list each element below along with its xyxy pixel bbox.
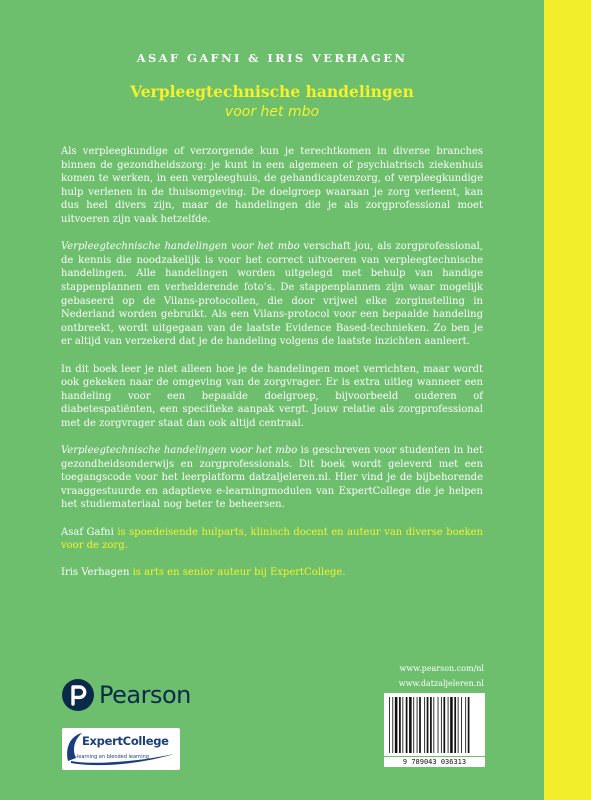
expertcollege-wordmark: ExpertCollege [82, 734, 169, 748]
book-title: Verpleegtechnische handelingen [130, 82, 414, 101]
pearson-p-icon [62, 679, 94, 711]
publisher-urls [384, 661, 484, 691]
expertcollege-logo [62, 728, 180, 770]
author-name: Iris Verhagen [61, 567, 130, 579]
barcode-bars [384, 693, 485, 756]
author-bio-verhagen [61, 566, 483, 580]
paragraph-audience [61, 444, 483, 512]
isbn-number: 9 789043 036313 [384, 757, 485, 767]
author-bio-text: is spoedeisende hulparts, klinisch docent en auteur van diverse boeken voor de zorg. [61, 526, 483, 552]
pearson-wordmark: Pearson [99, 681, 191, 709]
paragraph-contents-text: verschaft jou, als zorgprofessional, de kennis die noodzakelijk is voor het correct uitvoeren van verpleegtechnische handelingen. Alle handelingen worden uitgelegd met behulp van handige stappenplannen en verhelderende foto’s. De stappenplannen zijn waar mogelijk gebaseerd op de Vilans-protocollen, die door vrijwel elke zorginstelling in Nederland worden gebruikt. Als een Vilans-protocol voor een bepaalde handeling ontbreekt, wordt uitgegaan van de laatste Evidence Based-technieken. Zo ben je er altijd van verzekerd dat je de handeling volgens de laatste inzichten aanleert. [61, 241, 483, 348]
pearson-url[interactable]: www.pearson.com/nl [399, 664, 484, 673]
paragraph-audience-text: is geschreven voor studenten in het gezondheidsonderwijs en zorgprofessionals. Dit boek wordt geleverd met een toegangscode voor het leerplatform datzaljeleren.nl. Hier vind je de bijbehorende vraaggestuurde en adaptieve e-learningmodulen van ExpertCollege die je helpen het studiemateriaal nog beter te beheersen. [61, 445, 483, 511]
author-bio-gafni [61, 526, 483, 553]
author-bio-text: is arts en senior auteur bij ExpertCollege. [129, 567, 346, 579]
paragraph-contents [61, 240, 483, 349]
title-reference: Verpleegtechnische handelingen voor het mbo [61, 241, 300, 253]
spine-strip [544, 0, 591, 800]
datzaljeleren-url[interactable]: www.datzaljeleren.nl [398, 679, 484, 688]
author-name: Asaf Gafni [61, 526, 114, 538]
author-names: ASAF GAFNI & IRIS VERHAGEN [136, 51, 408, 65]
isbn-barcode [384, 693, 485, 766]
blurb [61, 145, 483, 594]
paragraph-intro: Als verpleegkundige of verzorgende kun je terechtkomen in diverse branches binnen de gezondheidszorg: je kunt in een algemeen of psychiatrisch ziekenhuis komen te werken, in een verpleeghuis, de gehandicaptenzorg, of verpleegkundige hulp verlenen in de thuisomgeving. De doelgroep waaraan je zorg verleent, kan dus heel divers zijn, maar de handelingen die je als zorgprofessional moet uitvoeren zijn vaak hetzelfde. [61, 146, 483, 225]
pearson-logo [62, 678, 202, 718]
paragraph-environment: In dit boek leer je niet alleen hoe je de handelingen moet verrichten, maar wordt ook gekeken naar de omgeving van de zorgvrager. Er is extra uitleg wanneer een handeling voor een bepaalde doelgroep, bijvoorbeeld ouderen of diabetespatiënten, een specifieke aanpak vergt. Jouw relatie als zorgprofessional met de zorgvrager staat dan ook altijd centraal. [61, 363, 483, 429]
book-subtitle: voor het mbo [224, 104, 320, 120]
expertcollege-tagline: e-learning en blended learning [72, 754, 149, 760]
title-reference: Verpleegtechnische handelingen voor het mbo [61, 445, 298, 457]
